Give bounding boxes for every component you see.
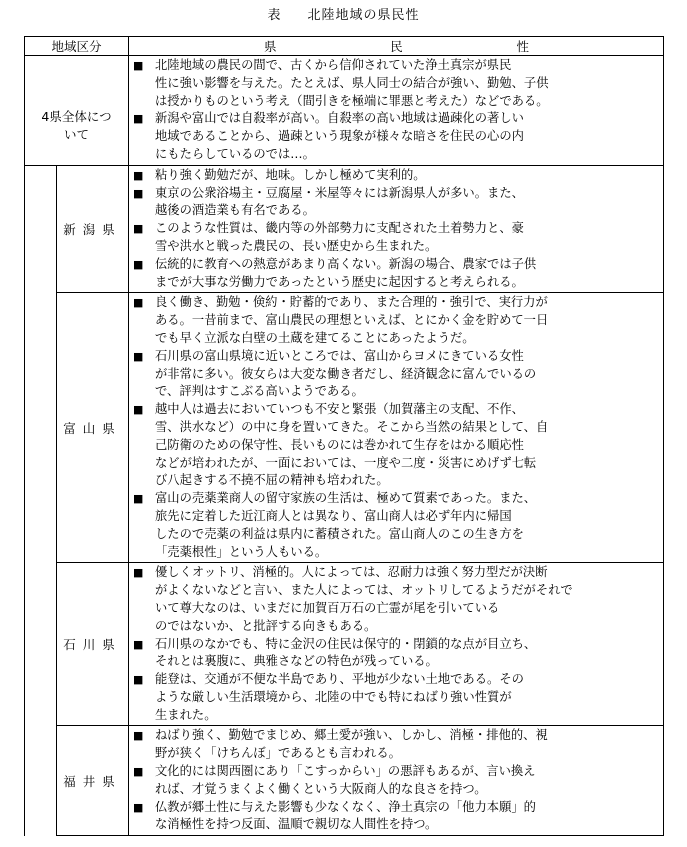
square-bullet-icon: ■	[133, 222, 144, 236]
list-item	[133, 294, 659, 347]
list-item	[133, 256, 659, 292]
list-item	[133, 799, 659, 835]
list-item-text: 優しくオットリ、消極的。人によっては、忍耐力は強く努力型だが決断 がよくないなどと言い、また人によっては、オットリしてるようだがそれで いて尊大なのは、いまだに加賀百万石の亡霊が尾を引いている のではないか、と批評する向きもある。	[155, 565, 573, 633]
square-bullet-icon: ■	[133, 566, 144, 580]
region-label-niigata: 新潟県	[63, 222, 122, 238]
region-cell-all	[25, 56, 129, 166]
list-item	[133, 727, 659, 763]
list-item-text: このような性質は、畿内等の外部勢力に支配された土着勢力と、豪 雪や洪水と戦った農民の、長い歴史から生まれた。	[155, 221, 524, 253]
table-row	[25, 726, 664, 836]
list-item-text: 仏教が郷土性に与えた影響も少なくなく、浄土真宗の「他力本願」的 な消極性を持つ反面、温順で親切な人間性を持つ。	[155, 799, 536, 832]
square-bullet-icon: ■	[133, 673, 144, 687]
list-item-text: 東京の公衆浴場主・豆腐屋・米屋等々には新潟県人が多い。また、 越後の酒造業も有名である。	[155, 185, 524, 218]
prefecture-character-table	[24, 36, 664, 836]
list-item-text: 北陸地域の農民の間で、古くから信仰されていた浄土真宗が県民 性に強い影響を与えた。たとえば、県人同士の結合が強い、勤勉、子供 は授かりものという考え（間引きを極端に罪悪と考えた）などである。	[155, 58, 549, 108]
character-header-char-3: 性	[516, 39, 529, 54]
list-item	[133, 636, 659, 672]
table-row	[25, 563, 664, 726]
content-cell-toyama	[129, 293, 664, 563]
region-label-ishikawa: 石川県	[63, 637, 122, 653]
region-label-toyama: 富山県	[63, 420, 122, 436]
list-item-text: 越中人は過去においていつも不安と緊張（加賀藩主の支配、不作、 雪、洪水など）の中に身を置いてきた。そこから当然の結果として、自 己防衛のための保守性、長いものには巻かれて生存をはかる順応性 などが培われたが、一面においては、一度や二度・災害にめげず七転 び八起きする不撓不屈の精神も培われた。	[155, 402, 549, 488]
region-label-fukui: 福井県	[63, 773, 122, 789]
region-cell-fukui	[57, 726, 129, 836]
table-row	[25, 165, 664, 293]
table-header-row	[25, 37, 664, 56]
list-item	[133, 167, 659, 185]
list-item-text: 新潟や富山では自殺率が高い。自殺率の高い地域は過疎化の著しい 地域であることから、過疎という現象が様々な暗さを住民の心の内 にもたらしているのでは…。	[155, 111, 524, 161]
square-bullet-icon: ■	[133, 186, 144, 200]
table-row	[25, 56, 664, 166]
list-item	[133, 490, 659, 561]
list-item-text: 粘り強く勤勉だが、地味。しかし極めて実利的。	[155, 167, 426, 182]
square-bullet-icon: ■	[133, 168, 144, 182]
list-item	[133, 110, 659, 163]
square-bullet-icon: ■	[133, 765, 144, 779]
region-label-all: 4県全体について	[41, 109, 112, 142]
list-item-text: 良く働き、勤勉・倹約・貯蓄的であり、また合理的・強引で、実行力が ある。一昔前まで、富山農民の理想といえば、とにかく金を貯めて一日 でも早く立派な白壁の土蔵を建てることにあったようだ。	[155, 295, 549, 345]
list-item-text: 文化的には関西圏にあり「こすっからい」の悪評もあるが、言い換え れば、才覚うまくよく働くという大阪商人的な良さを持つ。	[155, 764, 536, 796]
list-item-text: 伝統的に教育への熱意があまり高くない。新潟の場合、農家では子供 までが大事な労働力であったという歴史に起因すると考えられる。	[155, 256, 537, 289]
square-bullet-icon: ■	[133, 112, 144, 126]
table-title-text: 北陸地域の県民性	[307, 8, 420, 23]
content-cell-fukui	[129, 726, 664, 836]
square-bullet-icon: ■	[133, 729, 144, 743]
list-item	[133, 185, 659, 221]
region-column-header: 地域区分	[25, 37, 129, 56]
list-item	[133, 564, 659, 635]
list-item-text: ねばり強く、勤勉でまじめ、郷土愛が強い、しかし、消極・排他的、視 野が狭く「けちんぼ」であるとも言われる。	[155, 728, 548, 761]
character-header-char-1: 県	[264, 39, 277, 54]
square-bullet-icon: ■	[133, 800, 144, 814]
list-item-text: 能登は、交通が不便な半島であり、平地が少ない土地である。その ような厳しい生活環境から、北陸の中でも特にねばり強い性質が 生まれた。	[155, 672, 524, 722]
square-bullet-icon: ■	[133, 349, 144, 363]
region-cell-ishikawa	[57, 563, 129, 726]
character-header-char-2: 民	[390, 39, 403, 54]
list-item	[133, 57, 659, 110]
region-cell-niigata	[57, 165, 129, 293]
list-item	[133, 220, 659, 256]
character-column-header	[129, 37, 664, 56]
region-cell-toyama	[57, 293, 129, 563]
list-item	[133, 671, 659, 724]
square-bullet-icon: ■	[133, 492, 144, 506]
table-row	[25, 293, 664, 563]
square-bullet-icon: ■	[133, 296, 144, 310]
indent-spacer-cell	[25, 165, 57, 835]
square-bullet-icon: ■	[133, 637, 144, 651]
content-cell-ishikawa	[129, 563, 664, 726]
list-item	[133, 348, 659, 401]
table-title	[0, 4, 687, 23]
list-item	[133, 401, 659, 490]
list-item-text: 石川県のなかでも、特に金沢の住民は保守的・閉鎖的な点が目立ち、 それとは裏腹に、典雅さなどの特色が残っている。	[155, 636, 537, 669]
list-item	[133, 763, 659, 799]
square-bullet-icon: ■	[133, 257, 144, 271]
square-bullet-icon: ■	[133, 403, 144, 417]
list-item-text: 石川県の富山県境に近いところでは、富山からヨメにきている女性 が非常に多い。彼女らは大変な働き者だし、経済観念に富んでいるの で、評判はすこぶる高いようである。	[155, 348, 537, 399]
content-cell-niigata	[129, 165, 664, 293]
table-title-label: 表	[267, 8, 282, 23]
square-bullet-icon: ■	[133, 59, 144, 72]
list-item-text: 富山の売薬業商人の留守家族の生活は、極めて質素であった。また、 旅先に定着した近江商人とは異なり、富山商人は必ず年内に帰国 したので売薬の利益は県内に蓄積された。富山商人のこの生き方を 「売薬根性」という人もいる。	[155, 491, 537, 559]
content-cell-all	[129, 56, 664, 166]
